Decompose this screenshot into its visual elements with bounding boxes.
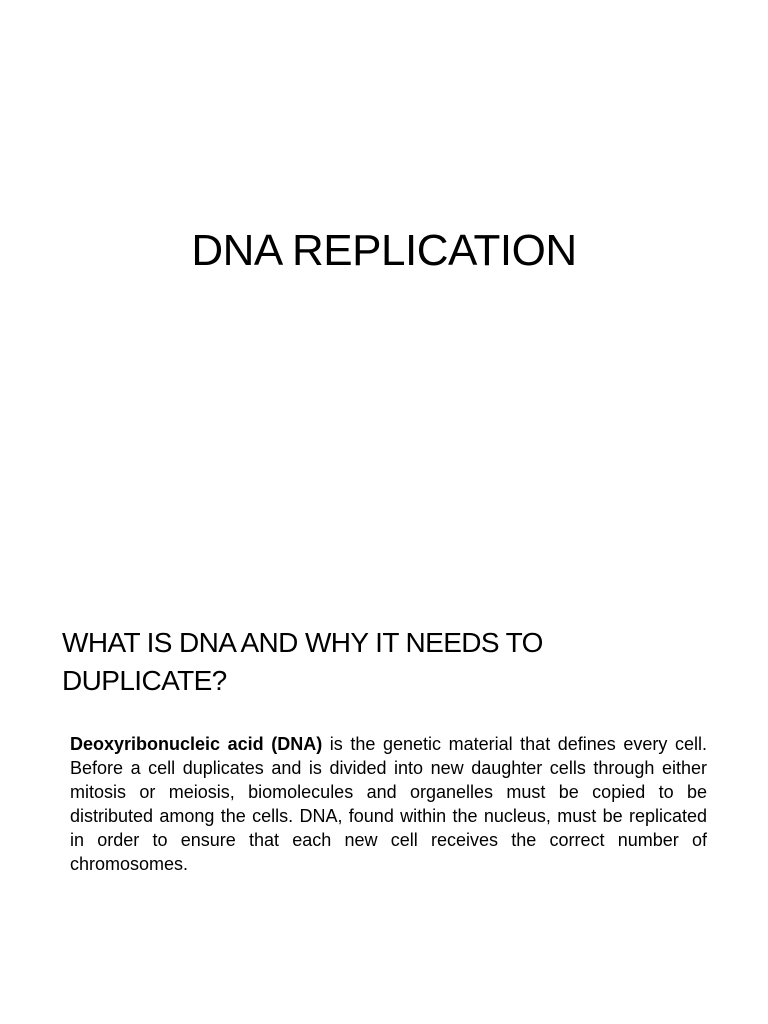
slide-title: DNA REPLICATION <box>191 226 577 275</box>
bold-term: Deoxyribonucleic acid (DNA) <box>70 734 323 754</box>
content-slide <box>0 540 768 1024</box>
body-text: is the genetic material that defines every cell. Before a cell duplicates and is divided into new daughter cells through either mitosis or meiosis, biomolecules and organelles must be copied to be distributed among the cells. DNA, found within the nucleus, must be replicated in order to ensure that each new cell receives the correct number of chromosomes. <box>70 734 707 874</box>
section-heading: WHAT IS DNA AND WHY IT NEEDS TO DUPLICATE? <box>62 627 543 696</box>
body-paragraph <box>70 732 707 876</box>
